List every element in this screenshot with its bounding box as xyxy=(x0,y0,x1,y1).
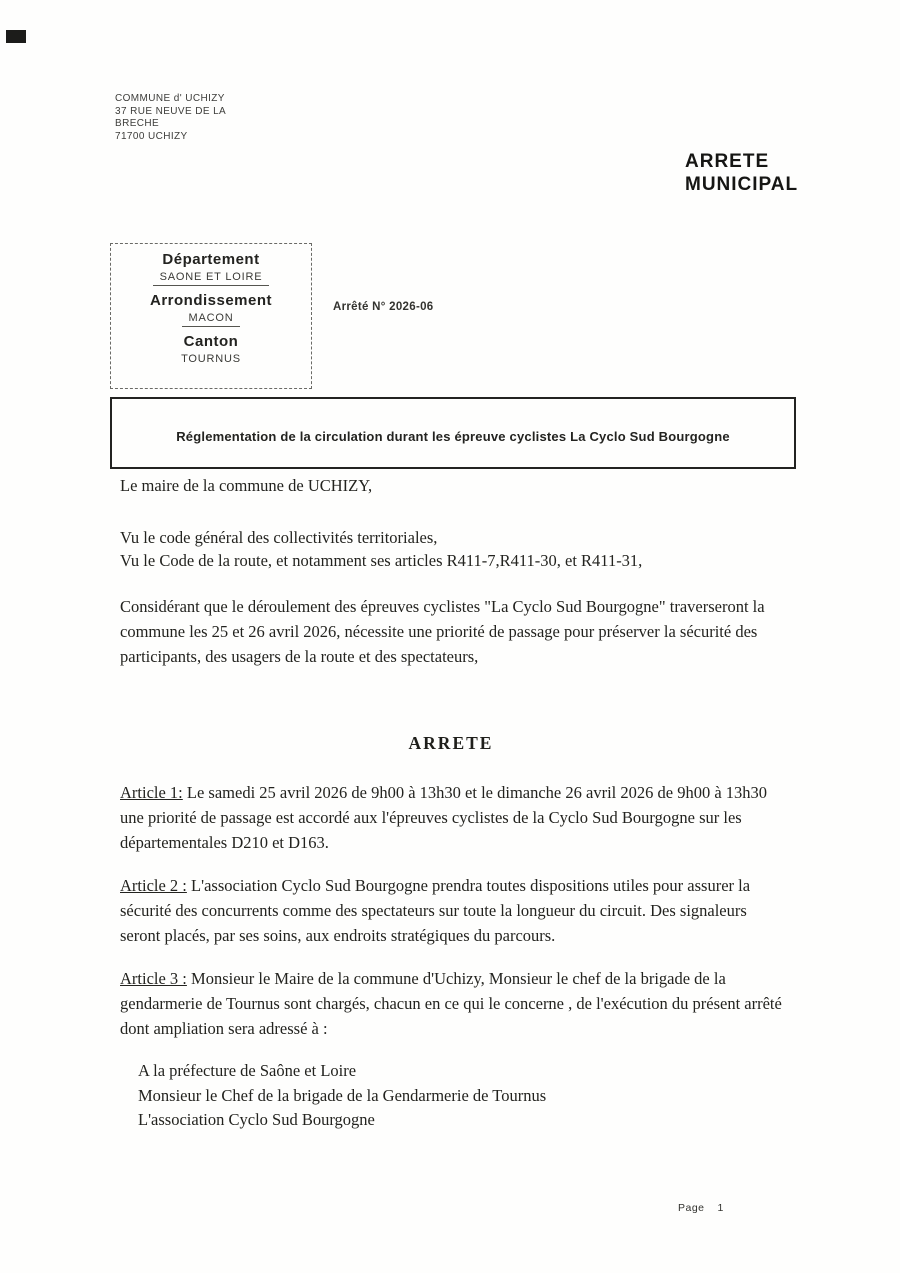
document-type-heading xyxy=(685,150,798,196)
article-2-text: L'association Cyclo Sud Bourgogne prendra toutes dispositions utiles pour assurer la sécurité des concurrents comme des spectateurs sur toute la longueur du circuit. Des signaleurs seront placés, par ses soins, aux endroits stratégiques du parcours. xyxy=(120,876,751,945)
considerant-paragraph: Considérant que le déroulement des épreuves cyclistes "La Cyclo Sud Bourgogne" traverseront la commune les 25 et 26 avril 2026, nécessite une priorité de passage pour préserver la sécurité des participants, des usagers de la route et des spectateurs, xyxy=(120,597,765,666)
administrative-divisions-box xyxy=(110,243,312,389)
canton-label: Canton xyxy=(183,333,239,350)
article-3-text: Monsieur le Maire de la commune d'Uchizy, Monsieur le chef de la brigade de la gendarmerie de Tournus sont chargés, chacun en ce qui le concerne , de l'exécution du présent arrêté dont ampliation sera adressé à : xyxy=(120,969,782,1038)
vu-clause-1: Vu le code général des collectivités territoriales, xyxy=(120,528,438,547)
arrondissement-value: MACON xyxy=(111,312,311,327)
arrondissement-label: Arrondissement xyxy=(149,292,273,309)
article-1-paragraph xyxy=(120,780,782,855)
page-label: Page xyxy=(678,1202,705,1214)
departement-label: Département xyxy=(162,251,260,268)
article-2-label: Article 2 : xyxy=(120,876,187,895)
sender-line-street2: BRECHE xyxy=(115,118,160,129)
article-1-text: Le samedi 25 avril 2026 de 9h00 à 13h30 et le dimanche 26 avril 2026 de 9h00 à 13h30 une priorité de passage est accordé aux l'épreuves cyclistes de la Cyclo Sud Bourgogne sur les départementales D210 et D163. xyxy=(120,783,768,852)
page-number-value: 1 xyxy=(717,1202,724,1214)
departement-value: SAONE ET LOIRE xyxy=(111,271,311,286)
doc-type-line-2: MUNICIPAL xyxy=(685,174,799,195)
salutation-line: Le maire de la commune de UCHIZY, xyxy=(120,476,373,495)
recipient-gendarmerie: Monsieur le Chef de la brigade de la Gendarmerie de Tournus xyxy=(138,1085,547,1105)
article-1-label: Article 1: xyxy=(120,783,183,802)
vu-clauses xyxy=(120,526,782,572)
sender-line-postal: 71700 UCHIZY xyxy=(115,130,188,142)
sender-address-block xyxy=(115,93,226,143)
doc-type-line-1: ARRETE xyxy=(685,151,770,172)
canton-value: TOURNUS xyxy=(181,353,241,365)
title-box xyxy=(110,397,796,469)
recipients-list xyxy=(120,1059,782,1133)
recipient-association: L'association Cyclo Sud Bourgogne xyxy=(138,1110,375,1129)
document-title: Réglementation de la circulation durant les épreuve cyclistes La Cyclo Sud Bourgogne xyxy=(176,428,730,444)
article-3-paragraph xyxy=(120,966,782,1041)
arrete-number: Arrêté N° 2026-06 xyxy=(333,301,434,313)
document-body xyxy=(120,473,782,1133)
article-2-paragraph xyxy=(120,873,782,948)
scan-artifact xyxy=(6,30,26,43)
sender-line-street: 37 RUE NEUVE DE LA xyxy=(115,105,227,117)
vu-clause-2: Vu le Code de la route, et notamment ses articles R411-7,R411-30, et R411-31, xyxy=(120,551,643,570)
arrete-section-heading: ARRETE xyxy=(408,733,494,753)
article-3-label: Article 3 : xyxy=(120,969,187,988)
recipient-prefecture: A la préfecture de Saône et Loire xyxy=(138,1061,357,1080)
page-number xyxy=(678,1202,724,1214)
sender-line-commune: COMMUNE d' UCHIZY xyxy=(115,93,225,104)
